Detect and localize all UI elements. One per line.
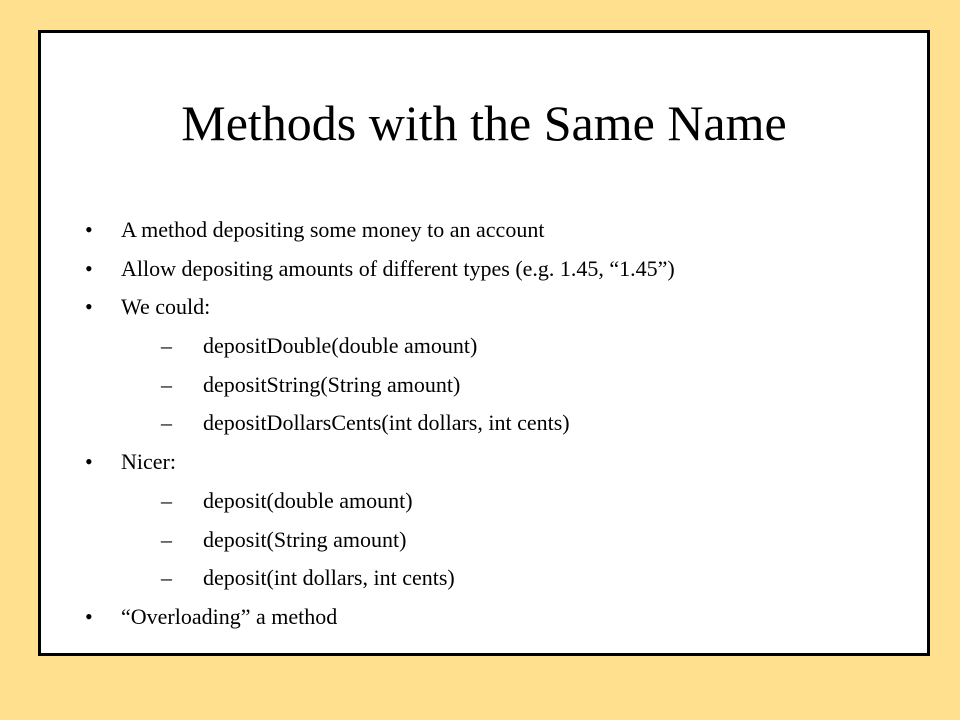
- dash-marker: –: [161, 371, 172, 397]
- list-item: [85, 598, 675, 637]
- dash-marker: –: [161, 526, 172, 552]
- bullet-marker: •: [85, 603, 93, 629]
- sub-list-item: [85, 521, 675, 560]
- list-item: [85, 288, 675, 327]
- sub-list-item: [85, 559, 675, 598]
- slide-title: Methods with the Same Name: [181, 95, 787, 151]
- sub-list-item-text: deposit(double amount): [203, 487, 413, 513]
- sub-list-item-text: depositDollarsCents(int dollars, int cents): [203, 410, 570, 436]
- list-item-text: “Overloading” a method: [121, 603, 338, 629]
- list-item-text: Nicer:: [121, 449, 176, 475]
- sub-list-item-text: depositString(String amount): [203, 371, 461, 397]
- sub-list-item: [85, 327, 675, 366]
- sub-list-item: [85, 366, 675, 405]
- sub-list-item: [85, 482, 675, 521]
- sub-list-item: [85, 404, 675, 443]
- dash-marker: –: [161, 565, 172, 591]
- slide-panel: [38, 30, 930, 656]
- list-item-text: Allow depositing amounts of different types (e.g. 1.45, “1.45”): [121, 255, 675, 281]
- sub-list-item-text: deposit(int dollars, int cents): [203, 565, 455, 591]
- bullet-marker: •: [85, 255, 93, 281]
- bullet-list: [85, 211, 675, 637]
- dash-marker: –: [161, 487, 172, 513]
- bullet-marker: •: [85, 217, 93, 242]
- sub-list-item-text: deposit(String amount): [203, 526, 407, 552]
- bullet-marker: •: [85, 294, 93, 320]
- dash-marker: –: [161, 410, 172, 436]
- list-item: [85, 211, 675, 250]
- sub-list-item-text: depositDouble(double amount): [203, 333, 478, 359]
- list-item: [85, 443, 675, 482]
- list-item: [85, 250, 675, 289]
- dash-marker: –: [161, 333, 172, 359]
- list-item-text: We could:: [121, 294, 211, 320]
- list-item-text: A method depositing some money to an account: [121, 217, 545, 242]
- bullet-marker: •: [85, 449, 93, 475]
